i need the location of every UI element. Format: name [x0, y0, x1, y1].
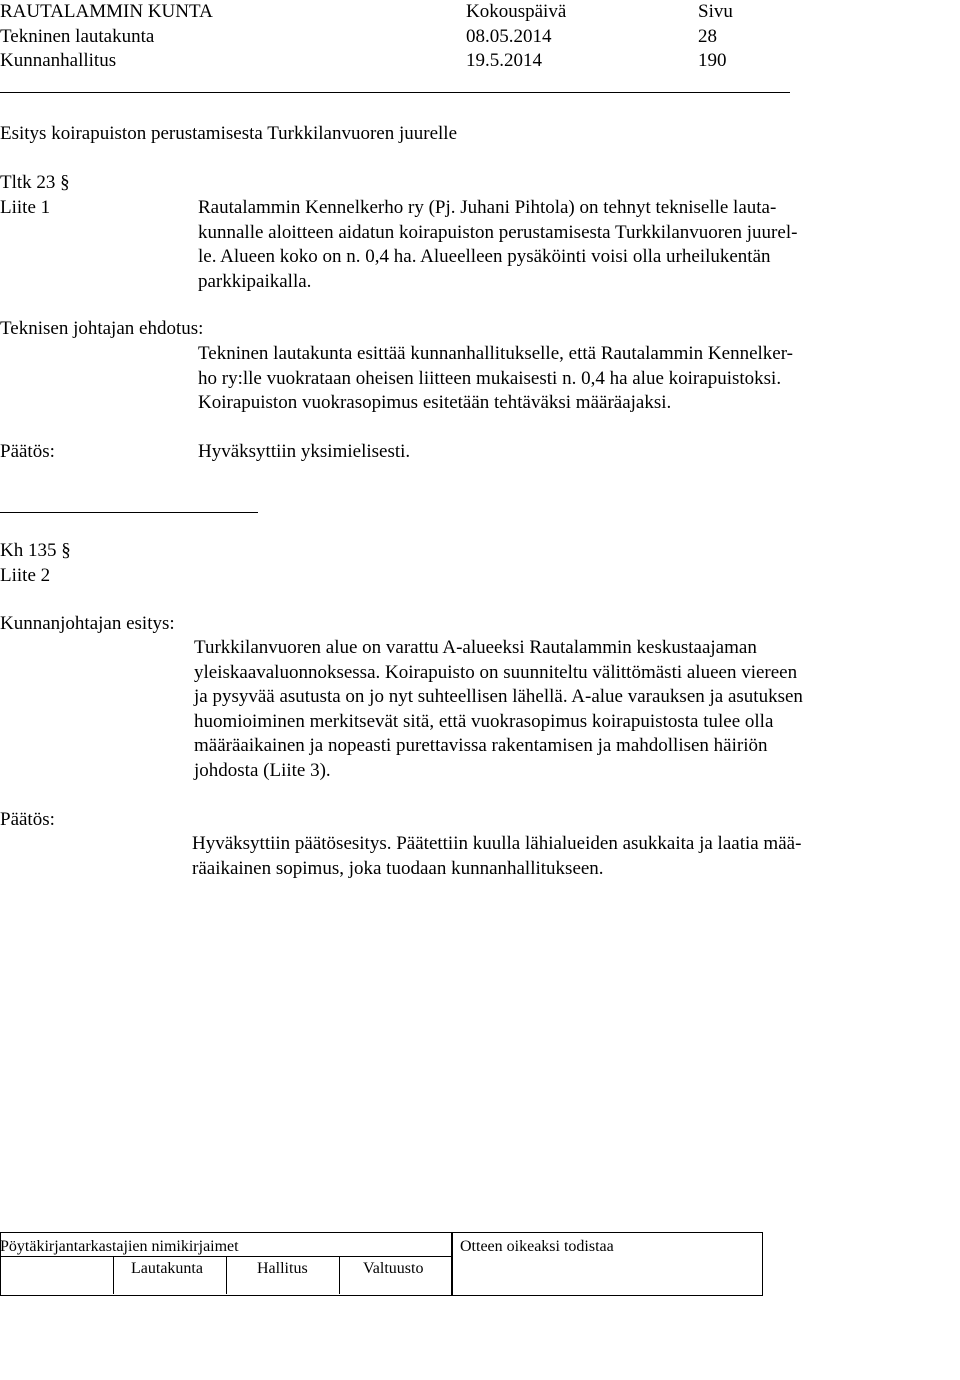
tltk-body-line: le. Alueen koko on n. 0,4 ha. Alueelleen pysäköinti voisi olla urheilukentän — [198, 246, 771, 267]
tltk-body-line: parkkipaikalla. — [198, 270, 312, 292]
header-meeting-dates — [466, 0, 566, 74]
certified-label: Otteen oikeaksi todistaa — [460, 1238, 614, 1255]
body-valtuusto: Valtuusto — [363, 1260, 424, 1277]
kh-decision-line: räaikainen sopimus, joka tuodaan kunnanhallitukseen. — [192, 857, 604, 879]
header-organization — [0, 0, 213, 74]
kh-reference — [0, 539, 71, 588]
tltk-body-line: Rautalammin Kennelkerho ry (Pj. Juhani Pihtola) on tehnyt tekniselle lauta- — [198, 197, 777, 218]
tltk-decision-label: Päätös: — [0, 441, 55, 462]
tltk-attachment-ref: Liite 1 — [0, 196, 51, 218]
tltk-reference — [0, 171, 70, 220]
tltk-decision-text: Hyväksyttiin yksimielisesti. — [198, 441, 411, 462]
footer-signature-table — [0, 1232, 762, 1294]
tltk-proposal-line: Koirapuiston vuokrasopimus esitetään tehtäväksi määräajaksi. — [198, 392, 672, 413]
body-lautakunta: Lautakunta — [131, 1260, 203, 1277]
header-page-label: Sivu — [698, 1, 733, 22]
body-hallitus: Hallitus — [257, 1260, 308, 1277]
kh-proposal-line: ja pysyvää asutusta on jo nyt suhteellisen lähellä. A-alue varauksen ja asutuksen — [194, 686, 803, 707]
signatures-label: Pöytäkirjantarkastajien nimikirjaimet — [0, 1238, 239, 1255]
tltk-proposal-text — [198, 342, 793, 416]
header-page-numbers — [698, 0, 733, 74]
tltk-proposal-line: Tekninen lautakunta esittää kunnanhallitukselle, että Rautalammin Kennelker- — [198, 343, 794, 364]
header-date-label: Kokouspäivä — [466, 1, 567, 22]
document-title: Esitys koirapuiston perustamisesta Turkkilanvuoren juurelle — [0, 123, 458, 144]
column-divider — [339, 1256, 340, 1294]
tltk-proposal-label: Teknisen johtajan ehdotus: — [0, 318, 204, 339]
header-municipality: RAUTALAMMIN KUNTA — [0, 1, 213, 22]
section-divider — [0, 512, 258, 513]
kh-decision-text — [192, 832, 801, 881]
tltk-body-line: kunnalle aloitteen aidatun koirapuiston perustamisesta Turkkilanvuoren juurel- — [198, 221, 798, 243]
kh-decision-line: Hyväksyttiin päätösesitys. Päätettiin kuulla lähialueiden asukkaita ja laatia mää- — [192, 833, 802, 854]
kh-proposal-label: Kunnanjohtajan esitys: — [0, 613, 175, 634]
header-page-2: 190 — [698, 50, 727, 71]
header-board-1: Tekninen lautakunta — [0, 25, 155, 47]
kh-proposal-line: huomioiminen merkitsevät sitä, että vuokrasopimus koirapuistosta tulee olla — [194, 710, 774, 732]
tltk-proposal-line: ho ry:lle vuokrataan oheisen liitteen mukaisesti n. 0,4 ha alue koirapuistoksi. — [198, 367, 782, 389]
column-divider — [113, 1256, 114, 1294]
kh-proposal-line: Turkkilanvuoren alue on varattu A-alueeksi Rautalammin keskustaajaman — [194, 637, 757, 658]
kh-attachment-ref: Liite 2 — [0, 564, 51, 586]
tltk-body — [198, 196, 797, 294]
kh-proposal-text — [194, 636, 803, 783]
header-divider — [0, 92, 790, 93]
header-board-2: Kunnanhallitus — [0, 50, 117, 71]
kh-section-ref: Kh 135 § — [0, 540, 71, 561]
column-divider — [226, 1256, 227, 1294]
kh-proposal-line: johdosta (Liite 3). — [194, 759, 331, 781]
header-date-2: 19.5.2014 — [466, 50, 542, 71]
kh-proposal-line: yleiskaavaluonnoksessa. Koirapuisto on suunniteltu välittömästi alueen viereen — [194, 661, 798, 683]
kh-decision-label: Päätös: — [0, 809, 55, 830]
header-date-1: 08.05.2014 — [466, 25, 552, 47]
header-page-1: 28 — [698, 25, 717, 47]
tltk-section-ref: Tltk 23 § — [0, 172, 70, 193]
kh-proposal-line: määräaikainen ja nopeasti purettavissa rakentamisen ja mahdollisen häiriön — [194, 735, 768, 756]
